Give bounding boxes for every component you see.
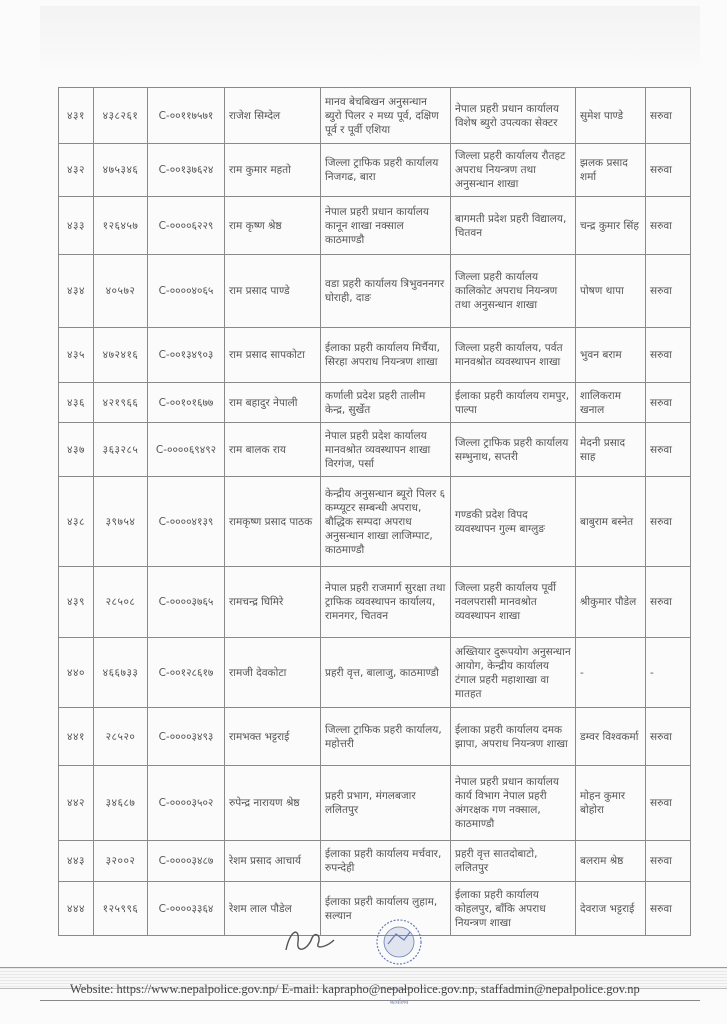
transfer-office-cell: जिल्ला ट्राफिक प्रहरी कार्यालय सम्भुनाथ, सप्तरी xyxy=(451,423,576,477)
name-cell: राम कृष्ण श्रेष्ठ xyxy=(225,197,321,255)
replacement-cell: मेदनी प्रसाद साह xyxy=(576,423,646,477)
serial-number-cell: ४३६ xyxy=(59,383,94,423)
code-cell: C-००००६९४९२ xyxy=(148,423,225,477)
serial-number-cell: ४४३ xyxy=(59,841,94,882)
status-cell: सरुवा xyxy=(646,328,691,383)
code-cell: C-००००६२२९ xyxy=(148,197,225,255)
footer-divider xyxy=(40,1000,700,1001)
table-row xyxy=(59,477,691,567)
code-cell: C-००००३४९३ xyxy=(148,708,225,766)
employee-id-cell: ४७२४१६ xyxy=(94,328,148,383)
employee-id-cell: ४३८२६१ xyxy=(94,88,148,144)
employee-id-cell: ४७५३४६ xyxy=(94,144,148,197)
transfer-office-cell: जिल्ला प्रहरी कार्यालय रौतहट अपराध नियन्त्रण तथा अनुसन्धान शाखा xyxy=(451,144,576,197)
status-cell: सरुवा xyxy=(646,88,691,144)
status-cell: सरुवा xyxy=(646,477,691,567)
name-cell: रुपेन्द्र नारायण श्रेष्ठ xyxy=(225,766,321,841)
status-cell: सरुवा xyxy=(646,423,691,477)
employee-id-cell: २८५२० xyxy=(94,708,148,766)
code-cell: C-००१२८६१७ xyxy=(148,638,225,708)
transfer-office-cell: प्रहरी वृत्त सातदोबाटो, ललितपुर xyxy=(451,841,576,882)
code-cell: C-००००४१३९ xyxy=(148,477,225,567)
status-cell: सरुवा xyxy=(646,841,691,882)
table-row xyxy=(59,144,691,197)
serial-number-cell: ४३२ xyxy=(59,144,94,197)
replacement-cell: भुवन बराम xyxy=(576,328,646,383)
replacement-cell: सुमेश पाण्डे xyxy=(576,88,646,144)
replacement-cell: मोहन कुमार बोहोरा xyxy=(576,766,646,841)
current-office-cell: प्रहरी प्रभाग, मंगलबजार ललितपुर xyxy=(321,766,451,841)
serial-number-cell: ४३७ xyxy=(59,423,94,477)
code-cell: C-००००३७६५ xyxy=(148,567,225,638)
serial-number-cell: ४३८ xyxy=(59,477,94,567)
name-cell: रामकृष्ण प्रसाद पाठक xyxy=(225,477,321,567)
replacement-cell: - xyxy=(576,638,646,708)
svg-text:कार्यालय: कार्यालय xyxy=(389,999,409,1006)
transfer-table xyxy=(58,87,691,936)
status-cell: सरुवा xyxy=(646,567,691,638)
bleed-through-header xyxy=(40,6,700,66)
employee-id-cell: ३६३२८५ xyxy=(94,423,148,477)
serial-number-cell: ४४१ xyxy=(59,708,94,766)
employee-id-cell: ३४६८७ xyxy=(94,766,148,841)
replacement-cell: बाबुराम बस्नेत xyxy=(576,477,646,567)
transfer-office-cell: ईलाका प्रहरी कार्यालय रामपुर, पाल्पा xyxy=(451,383,576,423)
code-cell: C-००१०१६७७ xyxy=(148,383,225,423)
transfer-office-cell: जिल्ला प्रहरी कार्यालय पूर्वी नवलपरासी मानवश्रोत व्यवस्थापन शाखा xyxy=(451,567,576,638)
table-row xyxy=(59,708,691,766)
table-row xyxy=(59,841,691,882)
status-cell: सरुवा xyxy=(646,255,691,328)
replacement-cell: चन्द्र कुमार सिंह xyxy=(576,197,646,255)
current-office-cell: नेपाल प्रहरी प्रधान कार्यालय कानून शाखा नक्साल काठमाण्डौ xyxy=(321,197,451,255)
serial-number-cell: ४४० xyxy=(59,638,94,708)
name-cell: राजेश सिम्देल xyxy=(225,88,321,144)
transfer-office-cell: जिल्ला प्रहरी कार्यालय कालिकोट अपराध नियन्त्रण तथा अनुसन्धान शाखा xyxy=(451,255,576,328)
table-row xyxy=(59,88,691,144)
current-office-cell: ईलाका प्रहरी कार्यालय मिर्चैया, सिरहा अपराध नियन्त्रण शाखा xyxy=(321,328,451,383)
footer-contact: Website: https://www.nepalpolice.gov.np/ E-mail: kaprapho@nepalpolice.gov.np, staffadmin@nepalpolice.gov.np xyxy=(70,982,640,996)
replacement-cell: पोषण थापा xyxy=(576,255,646,328)
name-cell: रामजी देवकोटा xyxy=(225,638,321,708)
current-office-cell: मानव बेचबिखन अनुसन्धान ब्युरो पिलर २ मध्य पूर्व, दक्षिण पूर्व र पूर्वी एशिया xyxy=(321,88,451,144)
code-cell: C-००००३३६४ xyxy=(148,882,225,936)
current-office-cell: नेपाल प्रहरी राजमार्ग सुरक्षा तथा ट्राफिक व्यवस्थापन कार्यालय, रामनगर, चितवन xyxy=(321,567,451,638)
employee-id-cell: ४२१९६६ xyxy=(94,383,148,423)
replacement-cell: झलक प्रसाद शर्मा xyxy=(576,144,646,197)
code-cell: C-००११७५७१ xyxy=(148,88,225,144)
transfer-office-cell: ईलाका प्रहरी कार्यालय दमक झापा, अपराध नियन्त्रण शाखा xyxy=(451,708,576,766)
serial-number-cell: ४३१ xyxy=(59,88,94,144)
status-cell: सरुवा xyxy=(646,144,691,197)
transfer-office-cell: जिल्ला प्रहरी कार्यालय, पर्वत मानवश्रोत व्यवस्थापन शाखा xyxy=(451,328,576,383)
serial-number-cell: ४३३ xyxy=(59,197,94,255)
replacement-cell: श्रीकुमार पौडेल xyxy=(576,567,646,638)
current-office-cell: प्रहरी वृत्त, बालाजु, काठमाण्डौ xyxy=(321,638,451,708)
serial-number-cell: ४३४ xyxy=(59,255,94,328)
name-cell: रेशम प्रसाद आचार्य xyxy=(225,841,321,882)
table-row xyxy=(59,638,691,708)
employee-id-cell: ४०५७२ xyxy=(94,255,148,328)
code-cell: C-००१३७६२४ xyxy=(148,144,225,197)
serial-number-cell: ४३९ xyxy=(59,567,94,638)
current-office-cell: ईलाका प्रहरी कार्यालय मर्चवार, रुपन्देही xyxy=(321,841,451,882)
current-office-cell: ईलाका प्रहरी कार्यालय लुहाम, सल्यान xyxy=(321,882,451,936)
serial-number-cell: ४३५ xyxy=(59,328,94,383)
current-office-cell: जिल्ला ट्राफिक प्रहरी कार्यालय निजगढ, बारा xyxy=(321,144,451,197)
transfer-office-cell: अख्तियार दुरूपयोग अनुसन्धान आयोग, केन्द्रीय कार्यालय टंगाल प्रहरी महाशाखा वा मातहत xyxy=(451,638,576,708)
status-cell: सरुवा xyxy=(646,766,691,841)
serial-number-cell: ४४२ xyxy=(59,766,94,841)
transfer-office-cell: बागमती प्रदेश प्रहरी विद्यालय, चितवन xyxy=(451,197,576,255)
table-row xyxy=(59,197,691,255)
signature-mark xyxy=(278,920,338,960)
current-office-cell: वडा प्रहरी कार्यालय त्रिभुवननगर घोराही, दाङ xyxy=(321,255,451,328)
replacement-cell: देवराज भट्टराई xyxy=(576,882,646,936)
current-office-cell: कर्णाली प्रदेश प्रहरी तालीम केन्द्र, सुर्खेत xyxy=(321,383,451,423)
current-office-cell: जिल्ला ट्राफिक प्रहरी कार्यालय, महोत्तरी xyxy=(321,708,451,766)
employee-id-cell: १२५९९६ xyxy=(94,882,148,936)
table-row xyxy=(59,383,691,423)
status-cell: सरुवा xyxy=(646,882,691,936)
replacement-cell: बलराम श्रेष्ठ xyxy=(576,841,646,882)
table-row xyxy=(59,255,691,328)
name-cell: रेशम लाल पौडेल xyxy=(225,882,321,936)
employee-id-cell: २८५०८ xyxy=(94,567,148,638)
employee-id-cell: ४६६७३३ xyxy=(94,638,148,708)
name-cell: रामचन्द्र घिमिरे xyxy=(225,567,321,638)
name-cell: राम प्रसाद पाण्डे xyxy=(225,255,321,328)
status-cell: सरुवा xyxy=(646,708,691,766)
status-cell: - xyxy=(646,638,691,708)
employee-id-cell: ३२००२ xyxy=(94,841,148,882)
table-row xyxy=(59,567,691,638)
status-cell: सरुवा xyxy=(646,197,691,255)
current-office-cell: केन्द्रीय अनुसन्धान ब्यूरो पिलर ६ कम्प्यूटर सम्बन्धी अपराध, बौद्धिक सम्पदा अपराध अनुसन्धान शाखा लाजिम्पाट, काठमाण्डौ xyxy=(321,477,451,567)
name-cell: राम कुमार महतो xyxy=(225,144,321,197)
table-row xyxy=(59,423,691,477)
replacement-cell: शालिकराम खनाल xyxy=(576,383,646,423)
table-row xyxy=(59,766,691,841)
table-row xyxy=(59,328,691,383)
name-cell: राम प्रसाद सापकोटा xyxy=(225,328,321,383)
employee-id-cell: १२६४५७ xyxy=(94,197,148,255)
current-office-cell: नेपाल प्रहरी प्रदेश कार्यालय मानवश्रोत व्यवस्थापन शाखा विरगंज, पर्सा xyxy=(321,423,451,477)
code-cell: C-००००४०६५ xyxy=(148,255,225,328)
name-cell: रामभक्त भट्टराई xyxy=(225,708,321,766)
code-cell: C-००००३५०२ xyxy=(148,766,225,841)
transfer-office-cell: गण्डकी प्रदेश विपद व्यवस्थापन गुल्म बाग्लुङ xyxy=(451,477,576,567)
code-cell: C-००००३४८७ xyxy=(148,841,225,882)
transfer-office-cell: ईलाका प्रहरी कार्यालय कोहलपुर, बाँकि अपराध नियन्त्रण शाखा xyxy=(451,882,576,936)
transfer-office-cell: नेपाल प्रहरी प्रधान कार्यालय कार्य विभाग नेपाल प्रहरी अंगरक्षक गण नक्साल, काठमाण्डौ xyxy=(451,766,576,841)
replacement-cell: डम्वर विश्वकर्मा xyxy=(576,708,646,766)
code-cell: C-००१३४९०३ xyxy=(148,328,225,383)
transfer-office-cell: नेपाल प्रहरी प्रधान कार्यालय विशेष ब्युरो उपत्यका सेक्टर xyxy=(451,88,576,144)
name-cell: राम बालक राय xyxy=(225,423,321,477)
serial-number-cell: ४४४ xyxy=(59,882,94,936)
status-cell: सरुवा xyxy=(646,383,691,423)
name-cell: राम बहादुर नेपाली xyxy=(225,383,321,423)
employee-id-cell: ३९७५४ xyxy=(94,477,148,567)
